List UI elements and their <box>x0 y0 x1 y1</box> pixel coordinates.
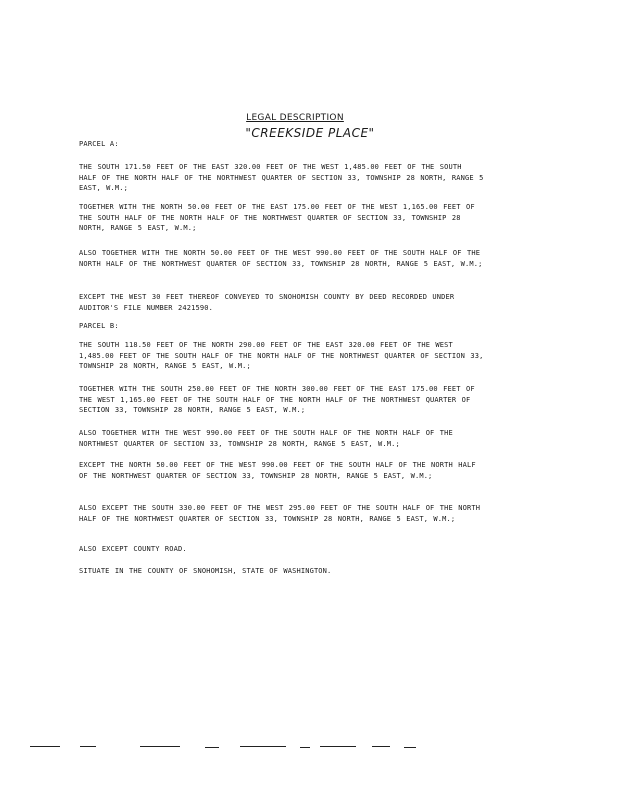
scan-artifact-line <box>320 746 356 747</box>
scan-artifact-line <box>80 746 96 747</box>
paragraph-5: THE SOUTH 118.50 FEET OF THE NORTH 290.00 FEET OF THE EAST 320.00 FEET OF THE WEST 1,485.00 FEET OF THE SOUTH HALF OF THE NORTH HALF OF THE NORTHWEST QUARTER OF SECTION 33, TOWNSHIP 28 NORTH, RANGE 5 EAST, W.M.; <box>79 341 484 370</box>
document-title: LEGAL DESCRIPTION <box>246 113 344 123</box>
paragraph-4: EXCEPT THE WEST 30 FEET THEREOF CONVEYED TO SNOHOMISH COUNTY BY DEED RECORDED UNDER AUDITOR'S FILE NUMBER 2421590. <box>79 293 455 312</box>
paragraph-8: EXCEPT THE NORTH 50.00 FEET OF THE WEST 990.00 FEET OF THE SOUTH HALF OF THE NORTH HALF OF THE NORTHWEST QUARTER OF SECTION 33, TOWNSHIP 28 NORTH, RANGE 5 EAST, W.M.; <box>79 461 476 480</box>
scan-artifact-line <box>404 747 416 748</box>
paragraph-2: TOGETHER WITH THE NORTH 50.00 FEET OF THE EAST 175.00 FEET OF THE WEST 1,165.00 FEET OF THE SOUTH HALF OF THE NORTH HALF OF THE NORTHWEST QUARTER OF SECTION 33, TOWNSHIP 28 NORTH, RANGE 5 EAST, W.M.; <box>79 203 475 232</box>
scan-artifact-line <box>140 746 180 747</box>
paragraph-9: ALSO EXCEPT THE SOUTH 330.00 FEET OF THE WEST 295.00 FEET OF THE SOUTH HALF OF THE NORTH HALF OF THE NORTHWEST QUARTER OF SECTION 33, TOWNSHIP 28 NORTH, RANGE 5 EAST, W.M.; <box>79 504 481 523</box>
scan-artifact-line <box>240 746 286 747</box>
paragraph-7: ALSO TOGETHER WITH THE WEST 990.00 FEET OF THE SOUTH HALF OF THE NORTH HALF OF THE NORTHWEST QUARTER OF SECTION 33, TOWNSHIP 28 NORTH, RANGE 5 EAST, W.M.; <box>79 429 453 448</box>
paragraph-10: ALSO EXCEPT COUNTY ROAD. <box>79 545 187 553</box>
scan-artifact-line <box>205 747 219 748</box>
parcel-a-label: PARCEL A: <box>79 140 119 148</box>
scan-artifact-line <box>372 746 390 747</box>
paragraph-11: SITUATE IN THE COUNTY OF SNOHOMISH, STATE OF WASHINGTON. <box>79 567 332 575</box>
parcel-b-label: PARCEL B: <box>79 322 119 330</box>
document-subtitle: "CREEKSIDE PLACE" <box>245 126 375 140</box>
scan-artifact-line <box>30 746 60 747</box>
paragraph-3: ALSO TOGETHER WITH THE NORTH 50.00 FEET OF THE WEST 990.00 FEET OF THE SOUTH HALF OF THE NORTH HALF OF THE NORTHWEST QUARTER OF SECTION 33, TOWNSHIP 28 NORTH, RANGE 5 EAST, W.M.; <box>79 249 483 268</box>
paragraph-1: THE SOUTH 171.50 FEET OF THE EAST 320.00 FEET OF THE WEST 1,485.00 FEET OF THE SOUTH HALF OF THE NORTH HALF OF THE NORTHWEST QUARTER OF SECTION 33, TOWNSHIP 28 NORTH, RANGE 5 EAST, W.M.; <box>79 163 484 192</box>
paragraph-6: TOGETHER WITH THE SOUTH 250.00 FEET OF THE NORTH 300.00 FEET OF THE EAST 175.00 FEET OF THE WEST 1,165.00 FEET OF THE SOUTH HALF OF THE NORTH HALF OF THE NORTHWEST QUARTER OF SECTION 33, TOWNSHIP 28 NORTH, RANGE 5 EAST, W.M.; <box>79 385 475 414</box>
scan-artifact-line <box>300 747 310 748</box>
